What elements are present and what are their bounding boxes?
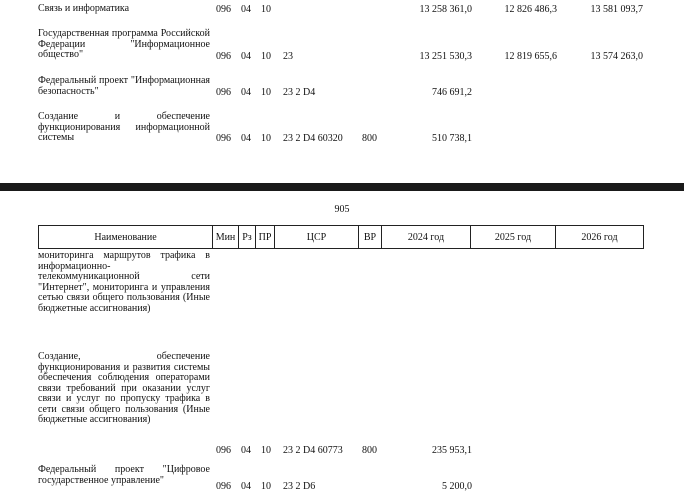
cell-2025: 12 826 486,3 — [504, 4, 557, 15]
cell-2024: 510 738,1 — [432, 133, 472, 144]
cell-pr: 10 — [261, 4, 271, 15]
table-header — [38, 225, 644, 249]
cell-pr: 10 — [261, 87, 271, 98]
row-name: Федеральный проект "Цифровое государственное управление" — [38, 464, 210, 486]
cell-vr: 800 — [362, 133, 377, 144]
header-pr: ПР — [256, 226, 275, 248]
cell-rz: 04 — [241, 4, 251, 15]
cell-min: 096 — [216, 4, 231, 15]
cell-csr: 23 — [283, 51, 293, 62]
cell-csr: 23 2 D6 — [283, 481, 316, 492]
row-name: мониторинга маршрутов трафика в информационно-телекоммуникационной сети "Интернет", мониторинга и управления сетью связи общего пользования (Иные бюджетные ассигнования) — [38, 250, 210, 314]
cell-2025: 12 819 655,6 — [504, 51, 557, 62]
row-name: Связь и информатика — [38, 3, 130, 14]
cell-2024: 13 251 530,3 — [419, 51, 472, 62]
cell-rz: 04 — [241, 87, 251, 98]
cell-min: 096 — [216, 87, 231, 98]
page-number: 905 — [334, 204, 350, 215]
header-csr: ЦСР — [275, 226, 359, 248]
cell-min: 096 — [216, 51, 231, 62]
row-name: Создание и обеспечение функционирования информационной системы — [38, 111, 210, 143]
row-name: Государственная программа Российской Федерации "Информационное общество" — [38, 28, 210, 60]
cell-2024: 5 200,0 — [442, 481, 472, 492]
cell-pr: 10 — [261, 51, 271, 62]
cell-min: 096 — [216, 445, 231, 456]
header-vr: ВР — [359, 226, 382, 248]
cell-2024: 746 691,2 — [432, 87, 472, 98]
header-rz: Рз — [239, 226, 256, 248]
cell-2024: 235 953,1 — [432, 445, 472, 456]
row-name: Федеральный проект "Информационная безопасность" — [38, 75, 210, 97]
cell-vr: 800 — [362, 445, 377, 456]
cell-pr: 10 — [261, 445, 271, 456]
header-min: Мин — [213, 226, 239, 248]
header-2026: 2026 год — [581, 231, 618, 243]
cell-pr: 10 — [261, 481, 271, 492]
cell-rz: 04 — [241, 481, 251, 492]
cell-csr: 23 2 D4 — [283, 87, 316, 98]
cell-2026: 13 574 263,0 — [590, 51, 643, 62]
cell-2024: 13 258 361,0 — [419, 4, 472, 15]
cell-2026: 13 581 093,7 — [590, 4, 643, 15]
header-2024: 2024 год — [382, 226, 471, 248]
header-name: Наименование — [39, 226, 213, 248]
cell-rz: 04 — [241, 133, 251, 144]
cell-csr: 23 2 D4 60320 — [283, 133, 343, 144]
page-break-divider — [0, 183, 684, 191]
row-name: Создание, обеспечение функционирования и развития системы обеспечения соблюдения операторами связи требований при оказании услуг связи и услуг по пропуску трафика в сети связи общего пользования (Иные бюджетные ассигнования) — [38, 351, 210, 425]
cell-rz: 04 — [241, 51, 251, 62]
cell-rz: 04 — [241, 445, 251, 456]
cell-csr: 23 2 D4 60773 — [283, 445, 343, 456]
cell-min: 096 — [216, 133, 231, 144]
cell-pr: 10 — [261, 133, 271, 144]
cell-min: 096 — [216, 481, 231, 492]
header-2025: 2025 год — [471, 226, 556, 248]
